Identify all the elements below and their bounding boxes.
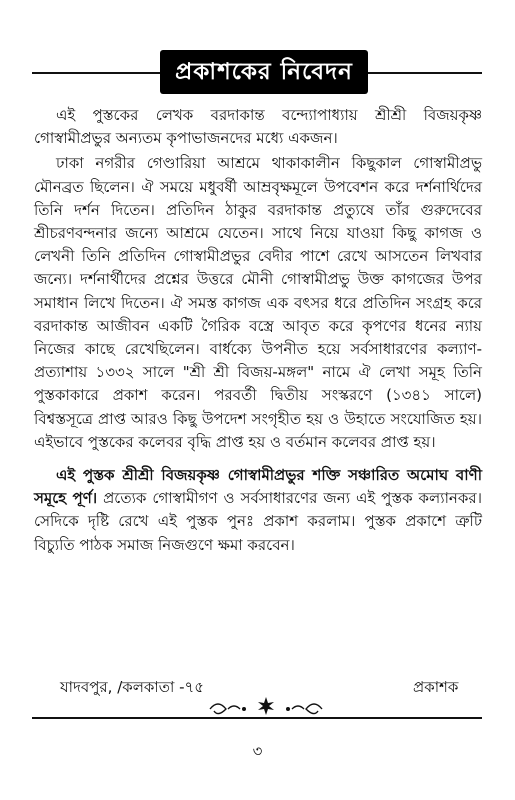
- bottom-rule: [32, 717, 482, 719]
- closing-text: প্রত্যেক গোস্বামীগণ ও সর্বসাধারণের জন্য এই পুস্তক কল্যানকর। সেদিকে দৃষ্টি রেখে এই পুস্তক পুনঃ প্রকাশ করলাম। পুস্তক প্রকাশে ত্রুটি বিচ্যুতি পাঠক সমাজ নিজগুণে ক্ষমা করবেন।: [34, 489, 482, 554]
- publisher-place: যাদবপুর, /কলকাতা -৭৫: [60, 678, 205, 696]
- paragraph-intro: এই পুস্তকের লেখক বরদাকান্ত বন্দ্যোপাধ্যায় শ্রীশ্রী বিজয়কৃষ্ণ গোস্বামীপ্রভুর অন্যতম কৃপাভাজনদের মধ্যে একজন।: [34, 106, 482, 148]
- publisher-signature: প্রকাশক: [413, 678, 459, 696]
- floral-divider-icon: [206, 695, 326, 717]
- body-text: [34, 104, 482, 557]
- closing-emphasis: এই পুস্তক শ্রীশ্রী বিজয়কৃষ্ণ গোস্বামীপ্রভুর শক্তি সঞ্চারিত অমোঘ বাণী সমূহে পূর্ণ।: [34, 466, 482, 508]
- page-title: প্রকাশকের নিবেদন: [160, 50, 368, 94]
- page-number: ৩: [252, 742, 263, 760]
- paragraph-closing: [34, 464, 482, 557]
- paragraph-history: ঢাকা নগরীর গেণ্ডারিয়া আশ্রমে থাকাকালীন কিছুকাল গোস্বামীপ্রভু মৌনব্রত ছিলেন। ঐ সময়ে মধুবর্ষী আম্রবৃক্ষমূলে উপবেশন করে দর্শনার্থিদের তিনি দর্শন দিতেন। প্রতিদিন ঠাকুর বরদাকান্ত প্রত্যুষে তাঁর গুরুদেবের শ্রীচরণবন্দনার জন্যে আশ্রমে যেতেন। সাথে নিয়ে যাওয়া কিছু কাগজ ও লেখনী তিনি প্রতিদিন গোস্বামীপ্রভুর বেদীর পাশে রেখে আসতেন লিখবার জন্যে। দর্শনার্থীদের প্রশ্নের উত্তরে মৌনী গোস্বামীপ্রভু উক্ত কাগজের উপর সমাধান লিখে দিতেন। ঐ সমস্ত কাগজ এক বৎসর ধরে প্রতিদিন সংগ্রহ করে বরদাকান্ত আজীবন একটি গৈরিক বস্ত্রে আবৃত করে কৃপণের ধনের ন্যায় নিজের কাছে রেখেছিলেন। বার্ধক্যে উপনীত হয়ে সর্বসাধারণের কল্যাণ-প্রত্যাশায় ১৩৩২ সালে "শ্রী শ্রী বিজয়-মঙ্গল" নামে ঐ লেখা সমূহ তিনি পুস্তকাকারে প্রকাশ করেন। পরবর্তী দ্বিতীয় সংস্করণে (১৩৪১ সালে) বিশ্বস্তসূত্রে প্রাপ্ত আরও কিছু উপদেশ সংগৃহীত হয় ও উহাতে সংযোজিত হয়। এইভাবে পুস্তকের কলেবর বৃদ্ধি প্রাপ্ত হয় ও বর্তমান কলেবর প্রাপ্ত হয়।: [34, 154, 482, 451]
